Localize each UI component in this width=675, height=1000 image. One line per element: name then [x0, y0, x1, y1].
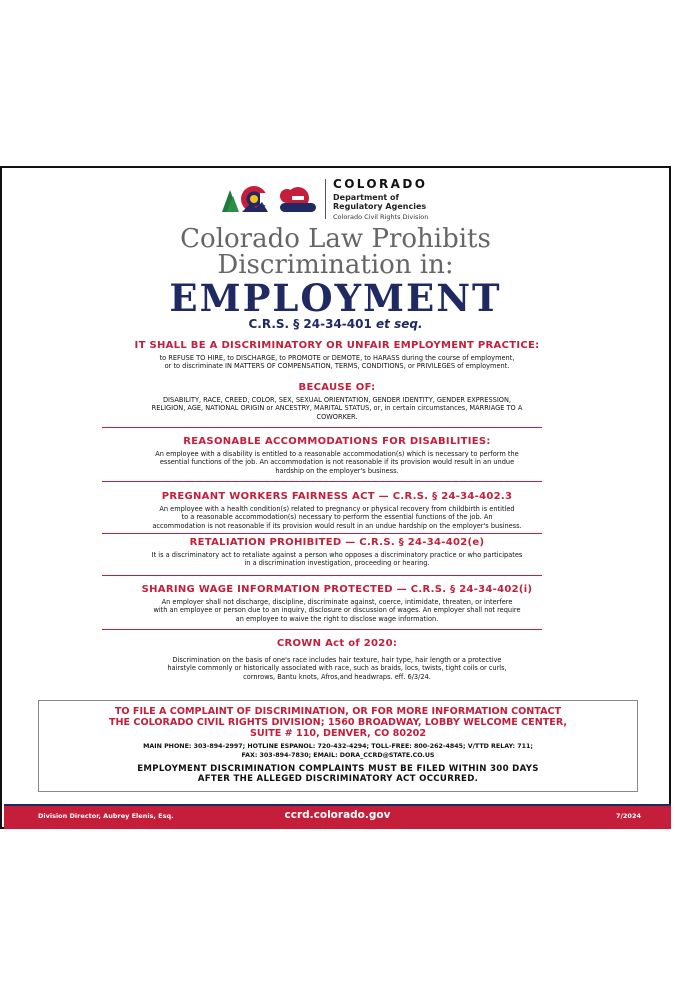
section-heading: CROWN Act of 2020:: [276, 638, 398, 649]
divider-rule: [102, 481, 542, 482]
footer-bar: [4, 804, 671, 829]
logo-text: [333, 178, 428, 221]
body-line: hardship on the employer's business.: [275, 466, 399, 475]
colorado-c-logo-icon: [222, 184, 274, 214]
dora-badge-icon: [277, 183, 319, 215]
contact-phone-line: MAIN PHONE: 303-894-2997; HOTLINE ESPANOL: 720-432-4294; TOLL-FREE: 800-262-4845; V/TTD RELAY: 711;: [143, 743, 533, 750]
deadline-line: EMPLOYMENT DISCRIMINATION COMPLAINTS MUST BE FILED WITHIN 300 DAYS: [137, 764, 539, 774]
body-line: Discrimination on the basis of one's race includes hair texture, hair type, hair length or a protective: [172, 656, 502, 664]
section-body: [82, 396, 592, 421]
section-body: [82, 656, 592, 681]
logo-state-name: COLORADO: [333, 176, 428, 191]
title-line1: Colorado Law Prohibits: [180, 224, 491, 254]
section-body: [82, 354, 592, 371]
logo-dept-line1: Department of: [333, 192, 400, 202]
filing-deadline-note: [39, 764, 637, 784]
section-heading: SHARING WAGE INFORMATION PROTECTED — C.R.S. § 24-34-402(i): [141, 584, 533, 595]
body-line: An employee with a health condition(s) related to pregnancy or physical recovery from childbirth is entitled: [159, 505, 515, 513]
contact-line: TO FILE A COMPLAINT OF DISCRIMINATION, OR FOR MORE INFORMATION CONTACT: [114, 706, 562, 717]
divider-rule: [102, 533, 542, 534]
footer-date: 7/2024: [616, 812, 641, 820]
section-body: [82, 598, 592, 623]
logo-marks: [222, 183, 319, 215]
crs-suffix: et seq.: [376, 317, 423, 331]
divider-rule: [102, 629, 542, 630]
contact-heading: [39, 706, 637, 739]
body-line: cornrows, Bantu knots, Afros,and headwraps. eff. 6/3/24.: [243, 672, 431, 681]
body-line: accommodation is not reasonable if its provision would result in an undue hardship on the employer's business.: [152, 521, 522, 530]
crs-citation: [2, 317, 669, 331]
body-line: in a discrimination investigation, proceeding or hearing.: [244, 559, 430, 568]
logo-divider: [325, 179, 326, 219]
contact-line: SUITE # 110, DENVER, CO 80202: [249, 728, 427, 739]
body-line: DISABILITY, RACE, CREED, COLOR, SEX, SEXUAL ORIENTATION, GENDER IDENTITY, GENDER EXPRESSION,: [162, 396, 512, 404]
deadline-line: AFTER THE ALLEGED DISCRIMINATORY ACT OCCURRED.: [197, 774, 479, 784]
section-heading: PREGNANT WORKERS FAIRNESS ACT — C.R.S. § 24-34-402.3: [161, 491, 513, 502]
contact-phone-line: FAX: 303-894-7830; EMAIL: DORA_CCRD@STATE.CO.US: [241, 751, 435, 759]
section-heading: BECAUSE OF:: [298, 382, 376, 393]
section-heading: REASONABLE ACCOMMODATIONS FOR DISABILITIES:: [183, 436, 491, 447]
body-line: with an employee or person due to an inquiry, disclosure or discussion of wages. An employer shall not require: [153, 606, 521, 615]
section-because-of: [82, 382, 592, 421]
title-employment: EMPLOYMENT: [169, 276, 502, 320]
section-wage-information: [82, 584, 592, 623]
section-pregnant-workers: [82, 491, 592, 530]
section-body: [82, 551, 592, 568]
body-line: to REFUSE TO HIRE, to DISCHARGE, to PROMOTE or DEMOTE, to HARASS during the course of employment,: [159, 354, 515, 362]
divider-rule: [102, 427, 542, 428]
body-line: or to discriminate IN MATTERS OF COMPENSATION, TERMS, CONDITIONS, or PRIVILEGES of employment.: [164, 362, 510, 371]
contact-line: THE COLORADO CIVIL RIGHTS DIVISION; 1560 BROADWAY, LOBBY WELCOME CENTER,: [108, 717, 568, 728]
section-heading: RETALIATION PROHIBITED — C.R.S. § 24-34-402(e): [189, 537, 485, 548]
section-body: [82, 505, 592, 530]
crs-number: C.R.S. § 24-34-401: [248, 317, 372, 331]
footer-website: ccrd.colorado.gov: [284, 809, 391, 821]
section-body: [82, 450, 592, 475]
section-heading: IT SHALL BE A DISCRIMINATORY OR UNFAIR EMPLOYMENT PRACTICE:: [134, 340, 540, 351]
logo-department: [333, 193, 428, 211]
contact-phones: [39, 743, 637, 760]
contact-box: [38, 700, 638, 792]
body-line: essential functions of the job. An accommodation is not reasonable if its provision would result in an undue: [159, 458, 515, 467]
header-logo: [222, 177, 428, 221]
body-line: An employer shall not discharge, discipline, discriminate against, coerce, intimidate, threaten, or interfere: [161, 598, 513, 606]
body-line: an employee to waive the right to disclose wage information.: [235, 614, 439, 623]
section-accommodations: [82, 436, 592, 475]
body-line: It is a discriminatory act to retaliate against a person who opposes a discriminatory practice or who participates: [151, 551, 523, 559]
body-line: RELIGION, AGE, NATIONAL ORIGIN or ANCESTRY, MARITAL STATUS, or, in certain circumstances, MARRIAGE TO A: [151, 404, 523, 413]
body-line: to a reasonable accommodation(s) necessary to perform the essential functions of the job. An: [181, 513, 493, 522]
logo-dept-line2: Regulatory Agencies: [333, 201, 427, 211]
title-line2: Discrimination in:: [217, 250, 454, 280]
divider-rule: [102, 575, 542, 576]
poster: [0, 166, 671, 829]
section-crown-act: [82, 638, 592, 681]
section-retaliation: [82, 537, 592, 568]
body-line: hairstyle commonly or historically associated with race, such as braids, locs, twists, tight coils or curls,: [167, 664, 507, 673]
logo-division: Colorado Civil Rights Division: [333, 212, 429, 221]
body-line: An employee with a disability is entitled to a reasonable accommodation(s) which is necessary to perform the: [155, 450, 519, 458]
footer-director: Division Director, Aubrey Elenis, Esq.: [38, 812, 174, 820]
body-line: COWORKER.: [316, 412, 358, 421]
section-unfair-practice: [82, 340, 592, 371]
